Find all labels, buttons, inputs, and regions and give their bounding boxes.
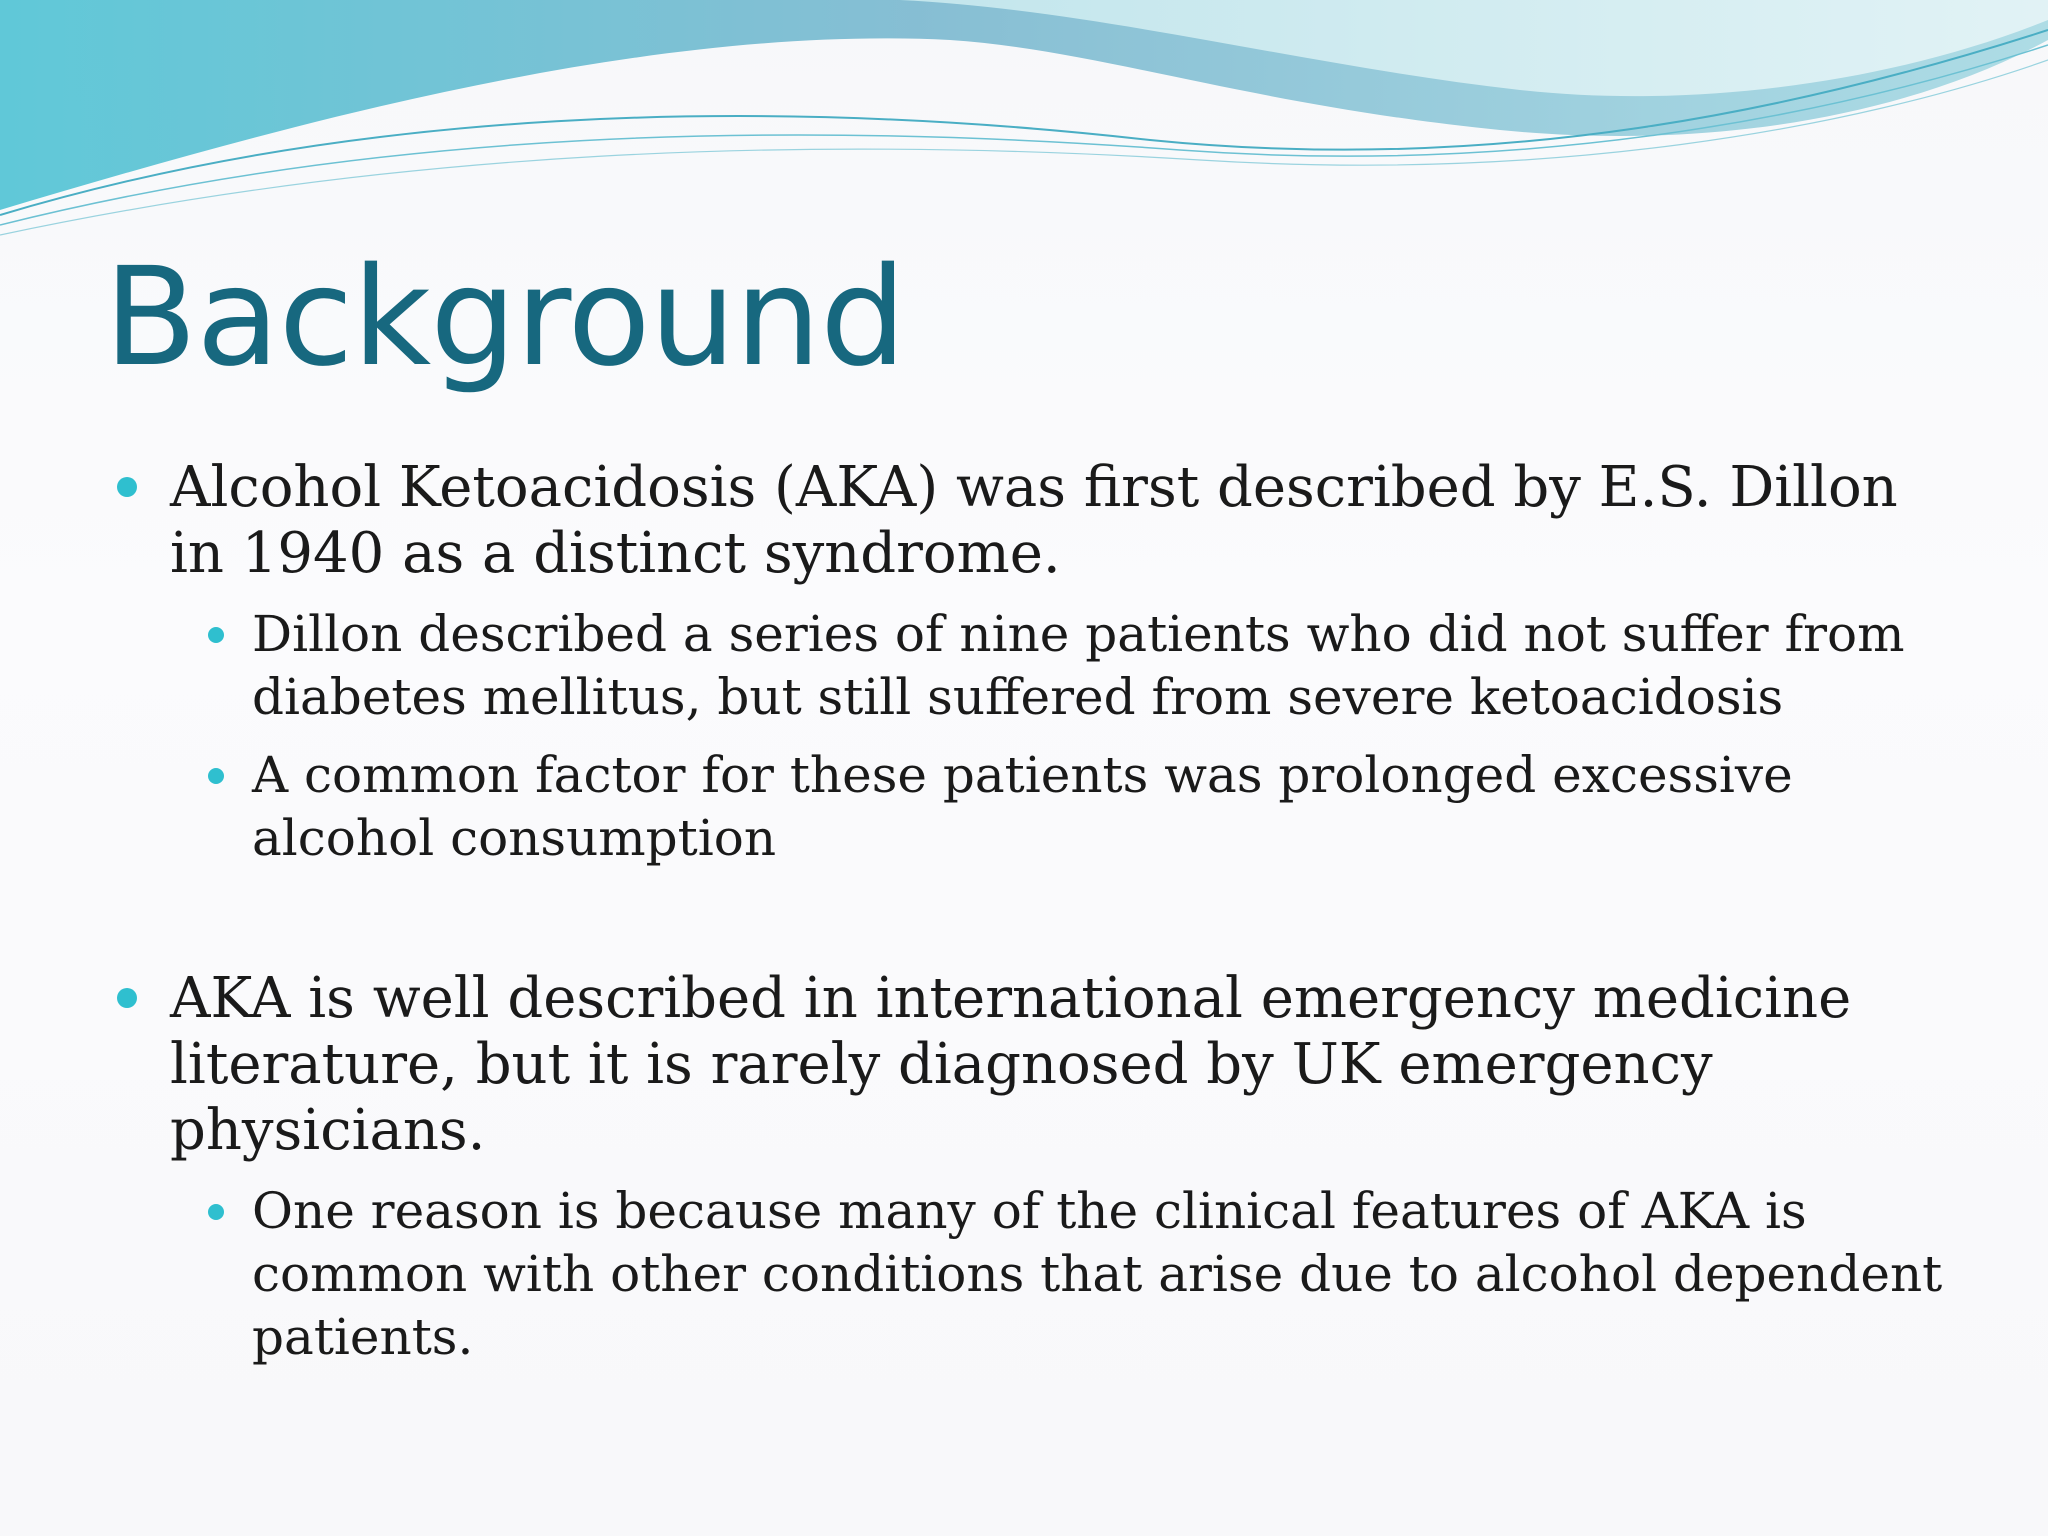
- slide-title: Background: [104, 239, 906, 397]
- header-wave-decoration: [0, 0, 2048, 260]
- bullet-dot-icon: [117, 988, 137, 1008]
- sub-bullet-dot-icon: [208, 768, 224, 784]
- sub-bullet-1-1: Dillon described a series of nine patients who did not suffer from diabetes mellitus, but still suffered from severe ketoacidosis: [252, 605, 1905, 726]
- bullet-dot-icon: [117, 477, 137, 497]
- sub-bullet-dot-icon: [208, 627, 224, 643]
- sub-bullet-1-2: A common factor for these patients was prolonged excessive alcohol consumption: [252, 746, 1793, 867]
- bullet-1: Alcohol Ketoacidosis (AKA) was first described by E.S. Dillon in 1940 as a distinct syndrome.: [170, 455, 1898, 586]
- sub-bullet-dot-icon: [208, 1204, 224, 1220]
- bullet-2: AKA is well described in international emergency medicine literature, but it is rarely diagnosed by UK emergency physicians.: [170, 966, 1852, 1163]
- sub-bullet-2-1: One reason is because many of the clinical features of AKA is common with other conditions that arise due to alcohol dependent patients.: [252, 1182, 1943, 1366]
